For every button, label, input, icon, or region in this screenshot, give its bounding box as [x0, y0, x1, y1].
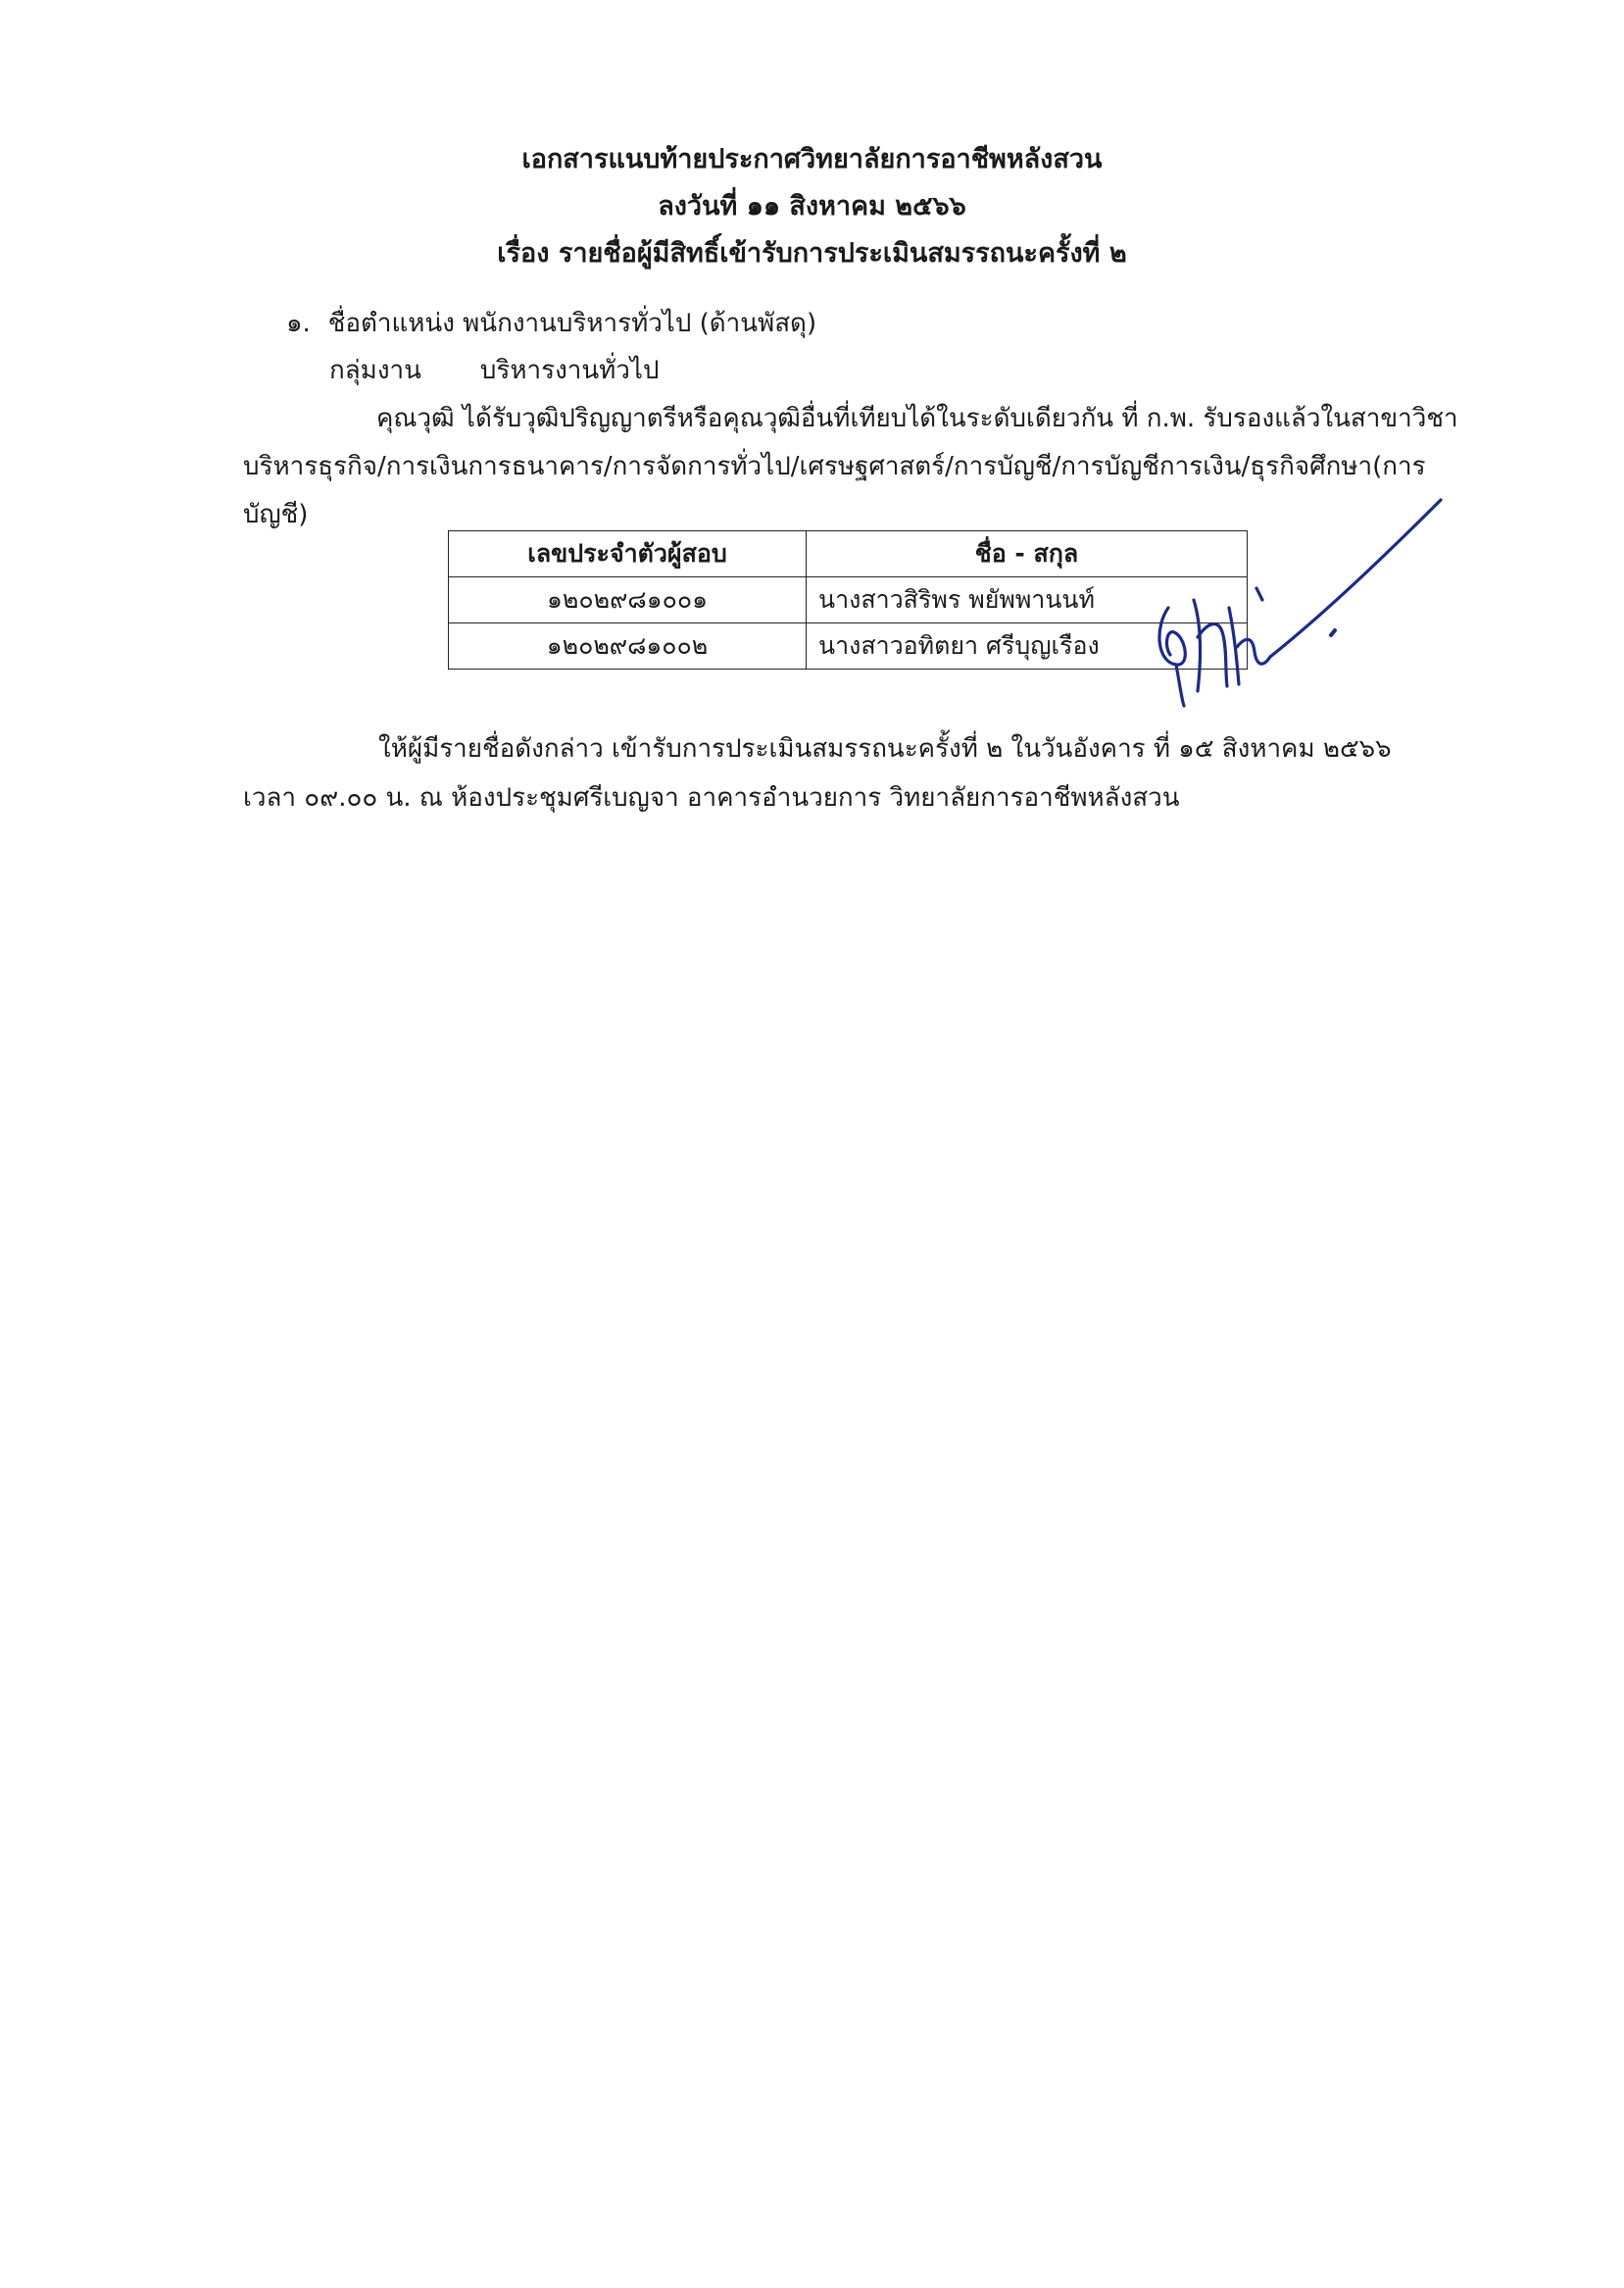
table-row — [449, 577, 1248, 623]
document-title: เอกสารแนบท้ายประกาศวิทยาลัยการอาชีพหลังสวน — [521, 144, 1103, 174]
candidates-table — [448, 530, 1248, 670]
notice-line-1: ให้ผู้มีรายชื่อดังกล่าว เข้ารับการประเมินสมรรถนะครั้งที่ ๒ ในวันอังคาร ที่ ๑๕ สิงหาคม ๒๕๖๖ — [378, 734, 1392, 764]
document-subject: เรื่อง รายชื่อผู้มีสิทธิ์เข้ารับการประเมินสมรรถนะครั้งที่ ๒ — [497, 238, 1127, 269]
section-group-line — [329, 354, 659, 387]
exam-id-cell: ๑๒๐๒๙๘๑๐๐๑ — [449, 577, 807, 623]
table-header-row — [449, 531, 1248, 577]
qualification-line-1: คุณวุฒิ ได้รับวุฒิปริญญาตรีหรือคุณวุฒิอื่นที่เทียบได้ในระดับเดียวกัน ที่ ก.พ. รับรองแล้วในสาขาวิชา — [376, 404, 1458, 433]
position-label: ชื่อตำแหน่ง — [327, 309, 455, 338]
qualification-line-3: บัญชี) — [243, 500, 309, 529]
handwritten-signature — [1147, 490, 1460, 725]
full-name-cell: นางสาวสิริพร พยัพพานนท์ — [807, 577, 1248, 623]
table-row — [449, 623, 1248, 670]
header-full-name: ชื่อ - สกุล — [807, 531, 1248, 577]
document-date: ลงวันที่ ๑๑ สิงหาคม ๒๕๖๖ — [658, 191, 966, 222]
group-label: กลุ่มงาน — [329, 356, 421, 385]
section-position-line — [286, 307, 816, 340]
exam-id-cell: ๑๒๐๒๙๘๑๐๐๒ — [449, 623, 807, 670]
group-value: บริหารงานทั่วไป — [479, 356, 660, 385]
qualification-line-2: บริหารธุรกิจ/การเงินการธนาคาร/การจัดการทั่วไป/เศรษฐศาสตร์/การบัญชี/การบัญชีการเงิน/ธุรกิจศึกษา(การ — [243, 452, 1426, 481]
header-exam-id: เลขประจำตัวผู้สอบ — [449, 531, 807, 577]
position-value: พนักงานบริหารทั่วไป (ด้านพัสดุ) — [463, 309, 817, 338]
notice-line-2: เวลา ๐๙.๐๐ น. ณ ห้องประชุมศรีเบญจา อาคารอำนวยการ วิทยาลัยการอาชีพหลังสวน — [243, 783, 1180, 813]
section-number: ๑. — [286, 309, 311, 338]
full-name-cell: นางสาวอทิตยา ศรีบุญเรือง — [807, 623, 1248, 670]
